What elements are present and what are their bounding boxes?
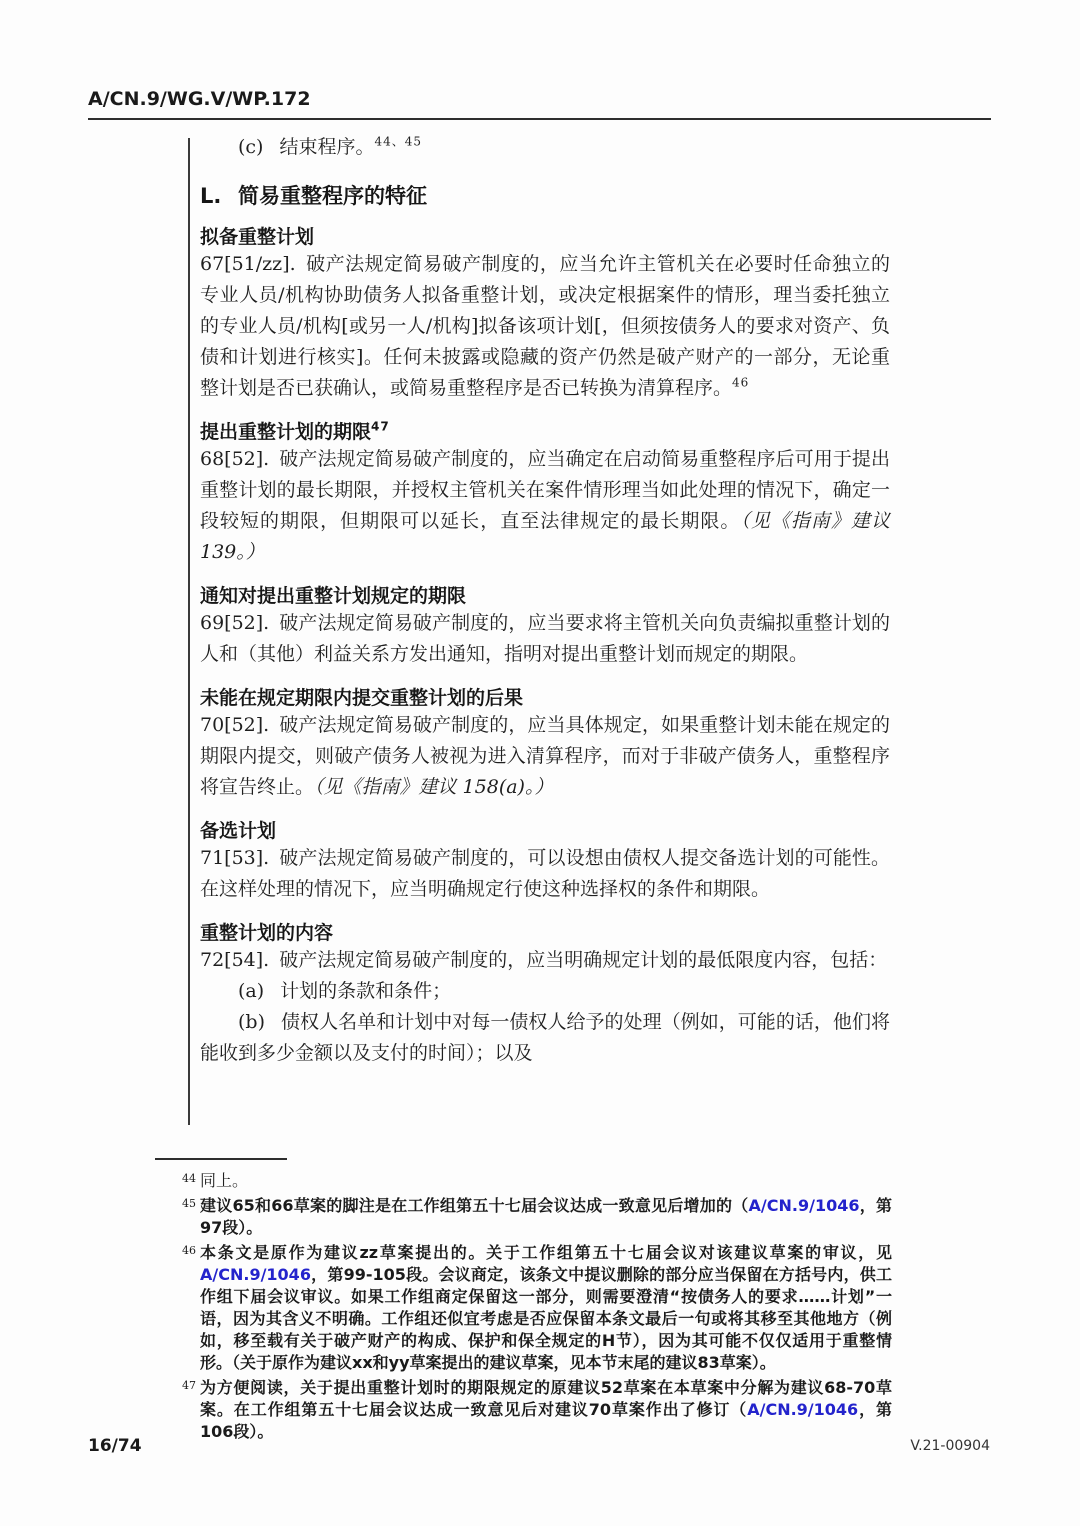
paragraph-67 xyxy=(200,249,890,404)
paragraph-number: 70[52]. xyxy=(200,714,270,736)
subheading-alternative-plan: 备选计划 xyxy=(200,820,277,842)
footnote-text: ，第106段）。 xyxy=(200,1400,892,1441)
list-item-c xyxy=(200,132,890,163)
footnote-ref-44-45: 44、45 xyxy=(374,134,423,149)
paragraph-number: 69[52]. xyxy=(200,612,270,634)
footnote-text: 同上。 xyxy=(200,1171,249,1190)
footnote-text: 为方便阅读，关于提出重整计划时的期限规定的原建议52草案在本草案中分解为建议68-70草案。在工作组第五十七届会议达成一致意见后对建议70草案作出了修订（ xyxy=(200,1378,892,1419)
footnote-number: 47 xyxy=(182,1379,196,1392)
item-text: 债权人名单和计划中对每一债权人给予的处理（例如，可能的话，他们将能收到多少金额以及支付的时间）；以及 xyxy=(200,1011,890,1064)
paragraph-69 xyxy=(200,608,890,670)
footnote-text: ，第97段）。 xyxy=(200,1196,892,1237)
subheading-plan-deadline xyxy=(200,420,890,444)
document-link-acn9-1046[interactable]: A/CN.9/1046 xyxy=(748,1196,860,1215)
paragraph-text: 破产法规定简易破产制度的，应当明确规定计划的最低限度内容，包括： xyxy=(279,949,888,971)
doc-symbol: A/CN.9/WG.V/WP.172 xyxy=(88,88,311,110)
footnote-text: 建议65和66草案的脚注是在工作组第五十七届会议达成一致意见后增加的（ xyxy=(200,1196,749,1215)
section-title: 简易重整程序的特征 xyxy=(238,184,427,208)
footnote-number: 45 xyxy=(182,1197,196,1210)
subheading-plan-contents: 重整计划的内容 xyxy=(200,922,334,944)
paragraph-text: 破产法规定简易破产制度的，应当允许主管机关在必要时任命独立的专业人员/机构协助债务人拟备重整计划，或决定根据案件的情形，理当委托独立的专业人员/机构[或另一人/机构]拟备该项计划[，但须按债务人的要求对资产、负债和计划进行核实]。任何未披露或隐藏的资产仍然是破产财产的一部分，无论重整计划是否已获确认，或简易重整程序是否已转换为清算程序。 xyxy=(200,253,890,399)
change-indicator-bar xyxy=(188,138,190,1125)
paragraph-68 xyxy=(200,444,890,568)
footnote-number: 46 xyxy=(182,1244,196,1257)
subheading-failure-consequences: 未能在规定期限内提交重整计划的后果 xyxy=(200,687,524,709)
header-rule xyxy=(88,118,991,120)
footnote-45 xyxy=(178,1195,892,1239)
subheading-prepare-plan: 拟备重整计划 xyxy=(200,226,315,248)
list-item-b xyxy=(200,1007,890,1069)
page-number: 16/74 xyxy=(88,1436,142,1456)
paragraph-number: 67[51/zz]. xyxy=(200,253,296,275)
footnote-text: ，第99-105段。会议商定，该条文中提议删除的部分应当保留在方括号内，供工作组下届会议审议。如果工作组商定保留这一部分，则需要澄清“按债务人的要求……计划”一语，因为其含义不明确。工作组还似宜考虑是否应保留本条文最后一句或将其移至其他地方（例如，移至载有关于破产财产的构成、保护和保全规定的H节），因为其可能不仅仅适用于重整情形。（关于原作为建议xx和yy草案提出的建议草案，见本节末尾的建议83草案）。 xyxy=(200,1265,892,1372)
paragraph-71 xyxy=(200,843,890,905)
footnote-46 xyxy=(178,1242,892,1374)
main-content xyxy=(200,132,890,1069)
subheading-text: 提出重整计划的期限 xyxy=(200,421,372,443)
list-item-a xyxy=(200,976,890,1007)
paragraph-number: 72[54]. xyxy=(200,949,270,971)
footnote-number: 44 xyxy=(182,1172,196,1185)
subheading-notice-deadline: 通知对提出重整计划规定的期限 xyxy=(200,585,467,607)
footnotes xyxy=(178,1170,892,1446)
document-link-acn9-1046[interactable]: A/CN.9/1046 xyxy=(747,1400,859,1419)
paragraph-70 xyxy=(200,710,890,803)
footer-doc-id: V.21-00904 xyxy=(910,1438,990,1454)
footnote-44 xyxy=(178,1170,892,1192)
footnote-separator xyxy=(155,1158,287,1160)
paragraph-text: 破产法规定简易破产制度的，应当要求将主管机关向负责编拟重整计划的人和（其他）利益关系方发出通知，指明对提出重整计划而规定的期限。 xyxy=(200,612,890,665)
paragraph-text: 破产法规定简易破产制度的，应当确定在启动简易重整程序后可用于提出重整计划的最长期限，并授权主管机关在案件情形理当如此处理的情况下，确定一段较短的期限，但期限可以延长，直至法律规定的最长期限。 xyxy=(200,448,890,532)
paragraph-72 xyxy=(200,945,890,976)
footnote-text: 本条文是原作为建议zz草案提出的。关于工作组第五十七届会议对该建议草案的审议，见 xyxy=(200,1243,892,1262)
paragraph-number: 68[52]. xyxy=(200,448,270,470)
section-number: L. xyxy=(200,184,222,208)
paragraph-text: 破产法规定简易破产制度的，可以设想由债权人提交备选计划的可能性。在这样处理的情况下，应当明确规定行使这种选择权的条件和期限。 xyxy=(200,847,890,900)
item-label: (b) xyxy=(238,1011,265,1033)
footnote-ref-47: 47 xyxy=(371,419,390,434)
paragraph-text: 破产法规定简易破产制度的，应当具体规定，如果重整计划未能在规定的期限内提交，则破产债务人被视为进入清算程序，而对于非破产债务人，重整程序将宣告终止。 xyxy=(200,714,890,798)
item-label: (a) xyxy=(238,980,265,1002)
item-label: (c) xyxy=(238,136,264,158)
item-text: 结束程序。 xyxy=(279,136,375,158)
paragraph-number: 71[53]. xyxy=(200,847,270,869)
item-text: 计划的条款和条件； xyxy=(280,980,452,1002)
footnote-ref-46: 46 xyxy=(732,375,750,390)
guide-reference: （见《指南》建议 139。） xyxy=(200,510,890,563)
footnote-47 xyxy=(178,1377,892,1443)
section-heading xyxy=(200,183,890,209)
guide-reference: （见《指南》建议 158(a)。） xyxy=(314,776,554,798)
document-link-acn9-1046[interactable]: A/CN.9/1046 xyxy=(200,1265,311,1284)
